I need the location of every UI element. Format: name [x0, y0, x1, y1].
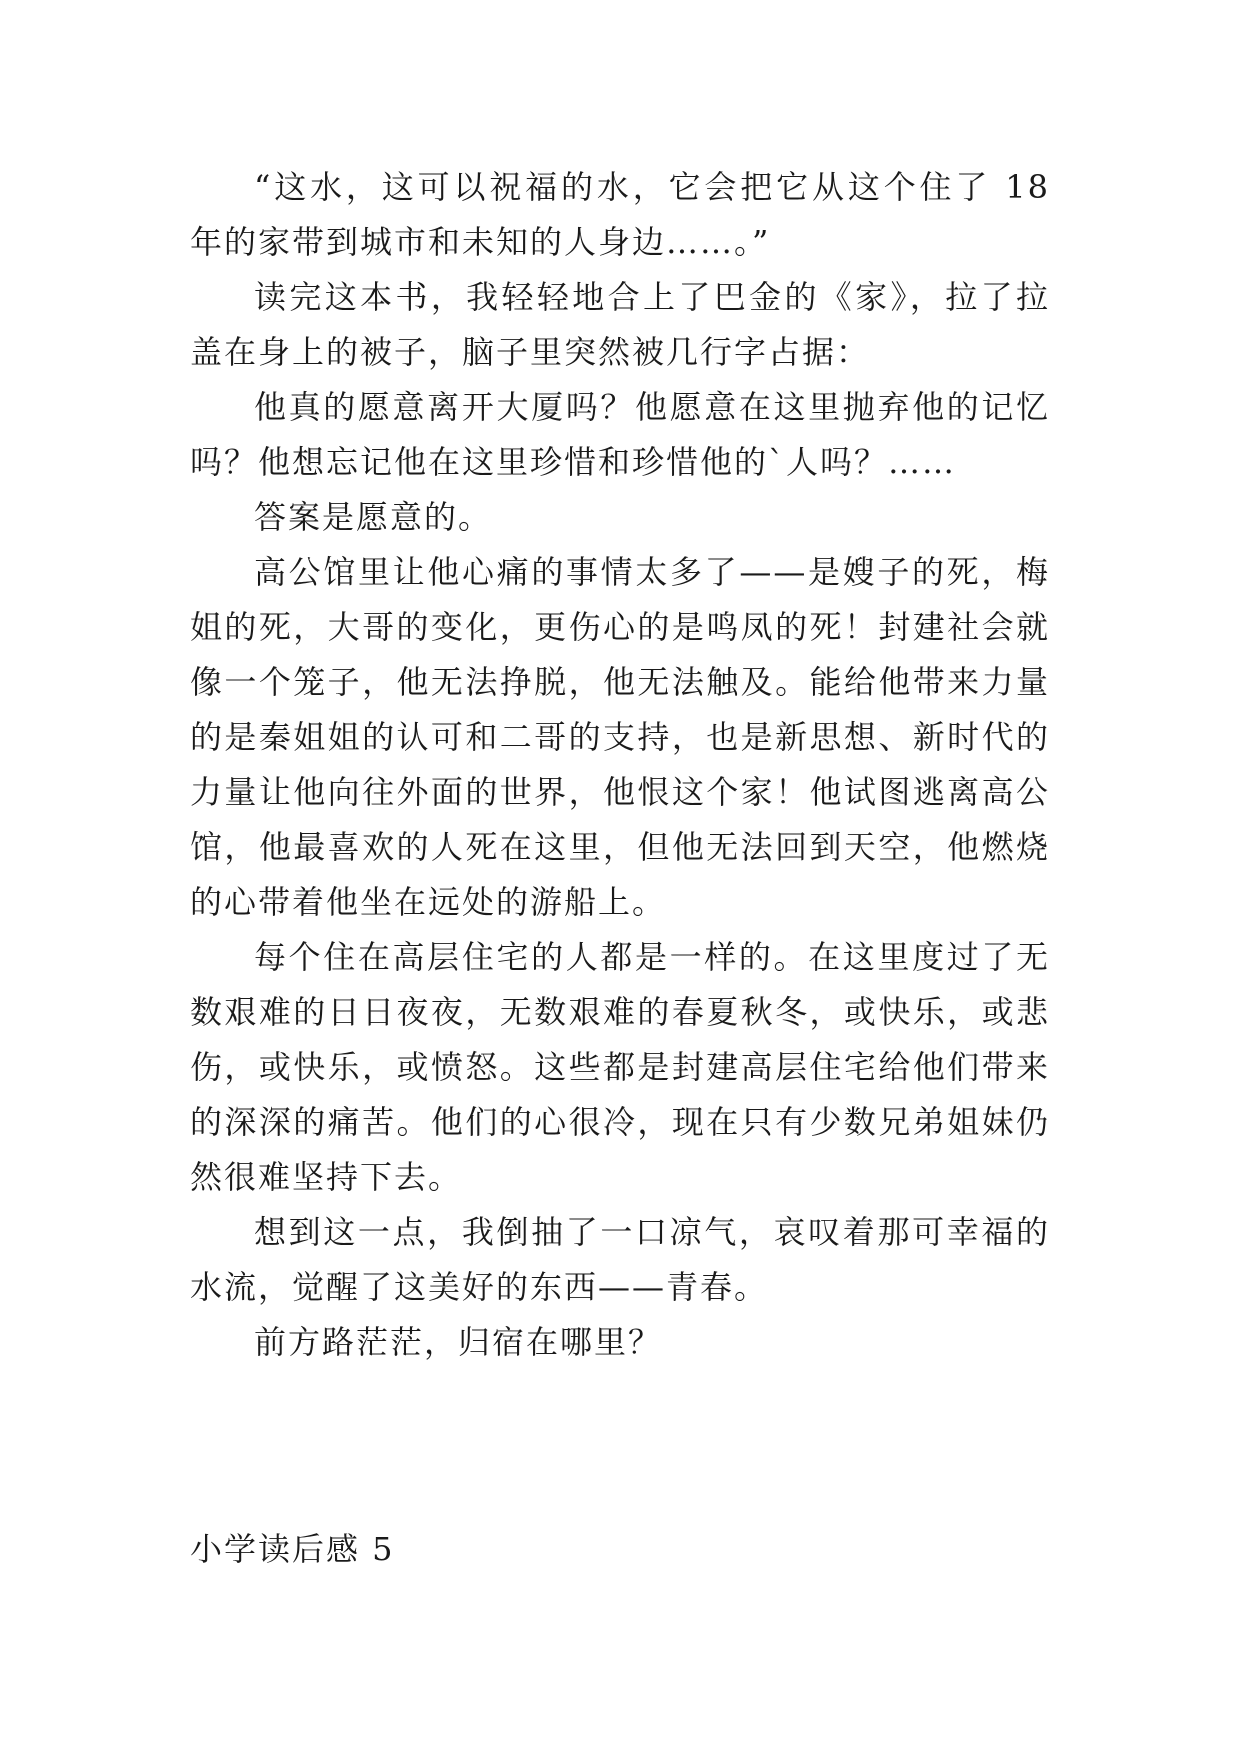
section-heading: 小学读后感 5 [190, 1530, 395, 1568]
document-body [190, 160, 1050, 1370]
paragraph: 读完这本书，我轻轻地合上了巴金的《家》，拉了拉盖在身上的被子，脑子里突然被几行字占据： [190, 278, 1050, 371]
paragraph: 前方路茫茫，归宿在哪里？ [254, 1323, 663, 1361]
paragraph: 高公馆里让他心痛的事情太多了——是嫂子的死，梅姐的死，大哥的变化，更伤心的是鸣凤的死！封建社会就像一个笼子，他无法挣脱，他无法触及。能给他带来力量的是秦姐姐的认可和二哥的支持，也是新思想、新时代的力量让他向往外面的世界，他恨这个家！他试图逃离高公馆，他最喜欢的人死在这里，但他无法回到天空，他燃烧的心带着他坐在远处的游船上。 [190, 553, 1050, 921]
paragraph: 答案是愿意的。 [254, 498, 493, 536]
paragraph: “这水，这可以祝福的水，它会把它从这个住了 18 年的家带到城市和未知的人身边……。” [190, 168, 1050, 261]
paragraph: 每个住在高层住宅的人都是一样的。在这里度过了无数艰难的日日夜夜，无数艰难的春夏秋冬，或快乐，或悲伤，或快乐，或愤怒。这些都是封建高层住宅给他们带来的深深的痛苦。他们的心很冷，现在只有少数兄弟姐妹仍然很难坚持下去。 [190, 938, 1050, 1196]
paragraph: 想到这一点，我倒抽了一口凉气，哀叹着那可幸福的水流，觉醒了这美好的东西——青春。 [190, 1213, 1050, 1306]
paragraph: 他真的愿意离开大厦吗？他愿意在这里抛弃他的记忆吗？他想忘记他在这里珍惜和珍惜他的`人吗？…… [190, 388, 1050, 481]
